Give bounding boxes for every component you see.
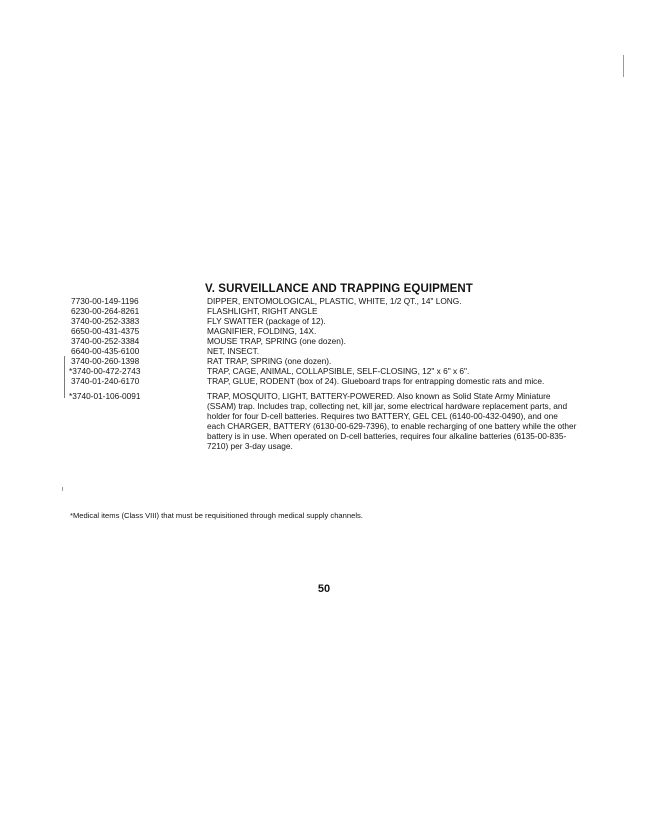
item-description: DIPPER, ENTOMOLOGICAL, PLASTIC, WHITE, 1/2 QT., 14" LONG. — [207, 296, 462, 306]
item-description: NET, INSECT. — [207, 346, 260, 356]
margin-mark — [623, 55, 624, 77]
item-description: RAT TRAP, SPRING (one dozen). — [207, 356, 332, 366]
list-item — [0, 336, 648, 346]
list-item — [0, 356, 648, 366]
item-description: TRAP, GLUE, RODENT (box of 24). Glueboard traps for entrapping domestic rats and mice. — [207, 376, 545, 386]
page-number: 50 — [317, 583, 331, 595]
stock-number: *3740-00-472-2743 — [69, 366, 141, 376]
footnote: *Medical items (Class VIII) that must be requisitioned through medical supply channels. — [70, 511, 363, 520]
stock-number: 3740-01-240-6170 — [71, 376, 140, 386]
stock-number: 3740-00-260-1398 — [71, 356, 140, 366]
list-item — [0, 366, 648, 376]
stock-number: 6640-00-435-6100 — [71, 346, 140, 356]
list-item — [0, 376, 648, 386]
item-description: MOUSE TRAP, SPRING (one dozen). — [207, 336, 346, 346]
stock-number: 3740-00-252-3384 — [71, 336, 140, 346]
section-title: V. SURVEILLANCE AND TRAPPING EQUIPMENT — [205, 283, 473, 295]
item-description: TRAP, CAGE, ANIMAL, COLLAPSIBLE, SELF-CLOSING, 12" x 6" x 6". — [207, 366, 470, 376]
list-item — [0, 346, 648, 356]
item-description: TRAP, MOSQUITO, LIGHT, BATTERY-POWERED. Also known as Solid State Army Miniature (SSAM) trap. Includes trap, collecting net, kill jar, some electrical hardware replacement parts, and holder for four D-cell batteries. Requires two BATTERY, GEL CEL (6140-00-432-0490), and one each CHARGER, BATTERY (6130-00-629-7396), to enable recharging of one battery while the other battery is in use. When operated on D-cell batteries, requires four alkaline batteries (6135-00-835-7210) per 3-day usage. — [207, 391, 577, 451]
margin-mark — [62, 487, 63, 491]
list-item — [0, 326, 648, 336]
list-item — [0, 391, 648, 451]
stock-number: 7730-00-149-1196 — [71, 296, 139, 306]
list-item — [0, 296, 648, 306]
stock-number: 6650-00-431-4375 — [71, 326, 140, 336]
stock-number: 3740-00-252-3383 — [71, 316, 140, 326]
stock-number: 6230-00-264-8261 — [71, 306, 140, 316]
item-description: MAGNIFIER, FOLDING, 14X. — [207, 326, 317, 336]
item-description: FLASHLIGHT, RIGHT ANGLE — [207, 306, 318, 316]
list-item — [0, 306, 648, 316]
list-item — [0, 316, 648, 326]
stock-number: *3740-01-106-0091 — [69, 391, 141, 401]
item-description: FLY SWATTER (package of 12). — [207, 316, 326, 326]
item-list — [0, 296, 648, 451]
